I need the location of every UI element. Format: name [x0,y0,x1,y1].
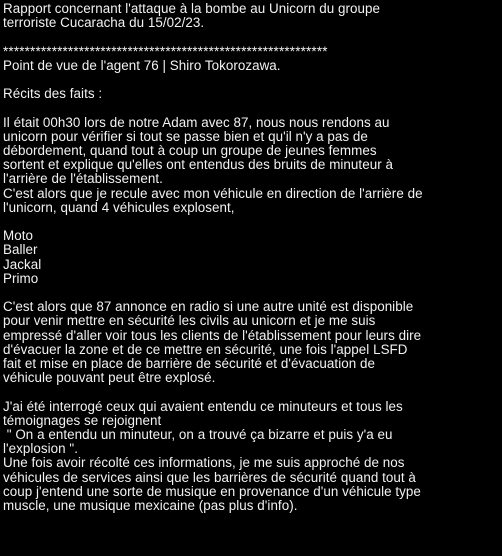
paragraph-3-line: coup j'entend une sorte de musique en provenance d'un véhicule type [3,483,421,499]
report-title-line-1: Rapport concernant l'attaque à la bombe au Unicorn du groupe [3,1,381,16]
separator: ************************************************************ [3,43,328,59]
report-document [3,2,500,513]
paragraph-3-line: muscle, une musique mexicaine (pas plus d'info). [3,498,298,514]
paragraph-1-line: l'unicorn, quand 4 véhicules explosent, [3,199,235,215]
vehicle-list-item: Jackal [3,256,42,272]
paragraph-2-line: fait et mise en place de barrière de sécurité et d'évacuation de [3,356,375,371]
paragraph-1-line: l'arrière de l'établissement. [3,171,163,187]
paragraph-2-line: pour venir mettre en sécurité les civils au unicorn et je me suis [3,313,376,329]
paragraph-1-line: débordement, quand tout à coup un groupe de jeunes femmes [3,142,377,158]
paragraph-1-line: sortent et explique qu'elles ont entendus des bruits de minuteur à [3,157,393,173]
spacer [3,101,500,115]
vehicle-list-item: Baller [3,242,38,258]
paragraph-2-line: d'évacuer la zone et de ce mettre en sécurité, une fois l'appel LSFD [3,341,408,357]
paragraph-2-line: C'est alors que 87 annonce en radio si une autre unité est disponible [3,299,414,315]
paragraph-1-line: Il était 00h30 lors de notre Adam avec 87, nous nous rendons au [3,114,390,130]
section-title: Récits des faits : [3,86,103,102]
paragraph-1-line: C'est alors que je recule avec mon véhicule en direction de l'arrière de [3,185,423,201]
paragraph-2-line: véhicule pouvant peut être explosé. [3,370,216,386]
paragraph-3-line: véhicules de services ainsi que les barrières de sécurité quand tout à [3,469,416,485]
spacer [3,215,500,229]
vehicle-list-item: Moto [3,228,33,244]
spacer [3,30,500,44]
paragraph-3-line: J'ai été interrogé ceux qui avaient entendu ce minuteurs et tous les [3,398,403,414]
spacer [3,286,500,300]
vehicle-list-item: Primo [3,270,39,286]
paragraph-3-line: témoignages se rejoignent [3,412,162,428]
paragraph-3-line: l'explosion ". [3,441,79,457]
paragraph-3-line: Une fois avoir récolté ces informations, je me suis approché de nos [3,455,405,471]
report-title-line-2: terroriste Cucaracha du 15/02/23. [3,15,205,31]
spacer [3,385,500,399]
paragraph-3-line: " On a entendu un minuteur, on a trouvé ça bizarre et puis y'a eu [3,427,393,442]
paragraph-1-line: unicorn pour vérifier si tout se passe bien et qu'il n'y a pas de [3,128,368,144]
paragraph-2-line: empressé d'aller voir tous les clients de l'établissement pour leurs dire [3,327,422,343]
agent-line: Point de vue de l'agent 76 | Shiro Tokorozawa. [3,57,281,73]
spacer [3,73,500,87]
